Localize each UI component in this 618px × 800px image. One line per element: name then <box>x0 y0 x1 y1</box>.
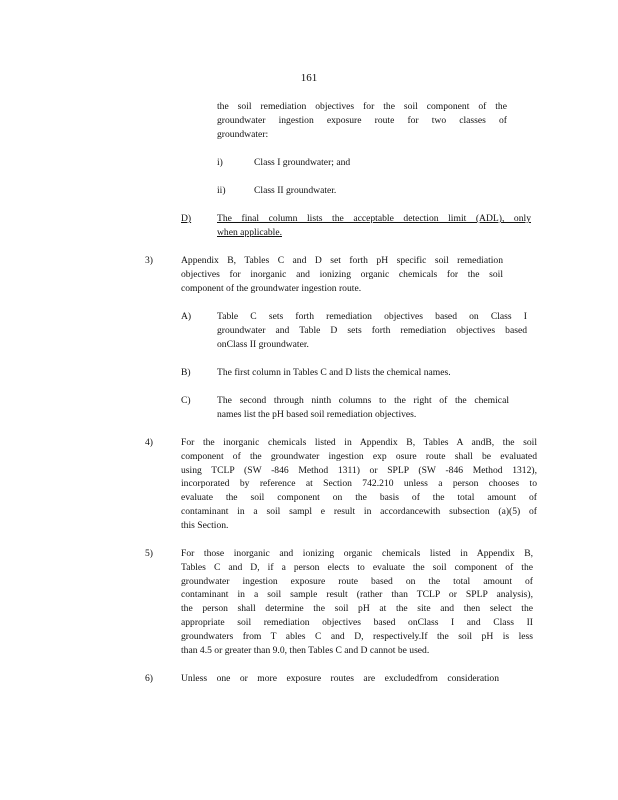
item-label-c: C) <box>181 395 191 406</box>
text-line: the soil remediation objectives for the soil component of the <box>217 101 507 112</box>
item-label-5: 5) <box>145 548 153 559</box>
item-c-paragraph <box>217 394 509 408</box>
item-4-paragraph <box>181 436 537 519</box>
item-label-4: 4) <box>145 437 153 448</box>
item-3-paragraph <box>181 254 503 282</box>
list-label: i) <box>217 157 223 168</box>
text-line: objectives for inorganic and ionizing organic chemicals for the soil <box>181 268 503 280</box>
text-line: names list the pH based soil remediation objectives. <box>217 409 417 420</box>
text-line: than 4.5 or greater than 9.0, then Tables C and D cannot be used. <box>181 645 430 656</box>
text-line: incorporated by reference at Section 742.210 unless a person chooses to <box>181 478 537 490</box>
text-line: contaminant in a soil sample result (rather than TCLP or SPLP analysis), <box>181 589 533 601</box>
item-d-paragraph <box>217 212 531 226</box>
text-line: evaluate the soil component on the basis of the total amount of <box>181 492 537 504</box>
item-label-3: 3) <box>145 255 153 266</box>
text-line: groundwaters from T ables C and D, respectively.If the soil pH is less <box>181 630 533 642</box>
text-line: using TCLP (SW -846 Method 1311) or SPLP (SW -846 Method 1312), <box>181 464 537 476</box>
item-6-paragraph <box>181 672 499 686</box>
text-line: For those inorganic and ionizing organic chemicals listed in Appendix B, <box>181 548 533 559</box>
text-line: component of the groundwater ingestion route. <box>181 283 362 294</box>
text-line: Table C sets forth remediation objectives based on Class I <box>217 311 527 322</box>
text-line: this Section. <box>181 520 229 531</box>
text-line: For the inorganic chemicals listed in Appendix B, Tables A andB, the soil <box>181 437 537 448</box>
text-line: onClass II groundwater. <box>217 339 309 350</box>
item-label-a: A) <box>181 311 192 322</box>
page-number: 161 <box>300 72 318 84</box>
text-line: groundwater ingestion exposure route for two classes of <box>217 114 507 126</box>
text-line: the person shall determine the soil pH at the site and then select the <box>181 603 533 615</box>
intro-paragraph <box>217 100 507 141</box>
item-label-6: 6) <box>145 673 153 684</box>
text-line: contaminant in a soil sampl e result in accordancewith subsection (a)(5) of <box>181 505 537 517</box>
text-line: The second through ninth columns to the right of the chemical <box>217 395 509 406</box>
text-line: Tables C and D, if a person elects to evaluate the soil component of the <box>181 561 533 573</box>
text-line: appropriate soil remediation objectives based onClass I and Class II <box>181 616 533 628</box>
text-line: component of the groundwater ingestion exp osure route shall be evaluated <box>181 450 537 462</box>
list-label: ii) <box>217 185 226 196</box>
item-label-d: D) <box>181 213 192 224</box>
text-line: Unless one or more exposure routes are excludedfrom consideration <box>181 673 499 684</box>
item-a-paragraph <box>217 310 527 338</box>
text-line: Appendix B, Tables C and D set forth pH specific soil remediation <box>181 255 503 266</box>
list-item-text: Class II groundwater. <box>254 185 337 196</box>
item-b-text: The first column in Tables C and D lists the chemical names. <box>217 367 451 378</box>
text-line: when applicable. <box>217 227 282 238</box>
item-label-b: B) <box>181 367 191 378</box>
text-line: groundwater ingestion exposure route based on the total amount of <box>181 575 533 587</box>
list-item-text: Class I groundwater; and <box>254 157 351 168</box>
item-5-paragraph <box>181 547 533 644</box>
text-line: groundwater: <box>217 128 269 140</box>
text-line: The final column lists the acceptable detection limit (ADL), only <box>217 213 531 224</box>
text-line: groundwater and Table D sets forth remediation objectives based <box>217 324 527 336</box>
